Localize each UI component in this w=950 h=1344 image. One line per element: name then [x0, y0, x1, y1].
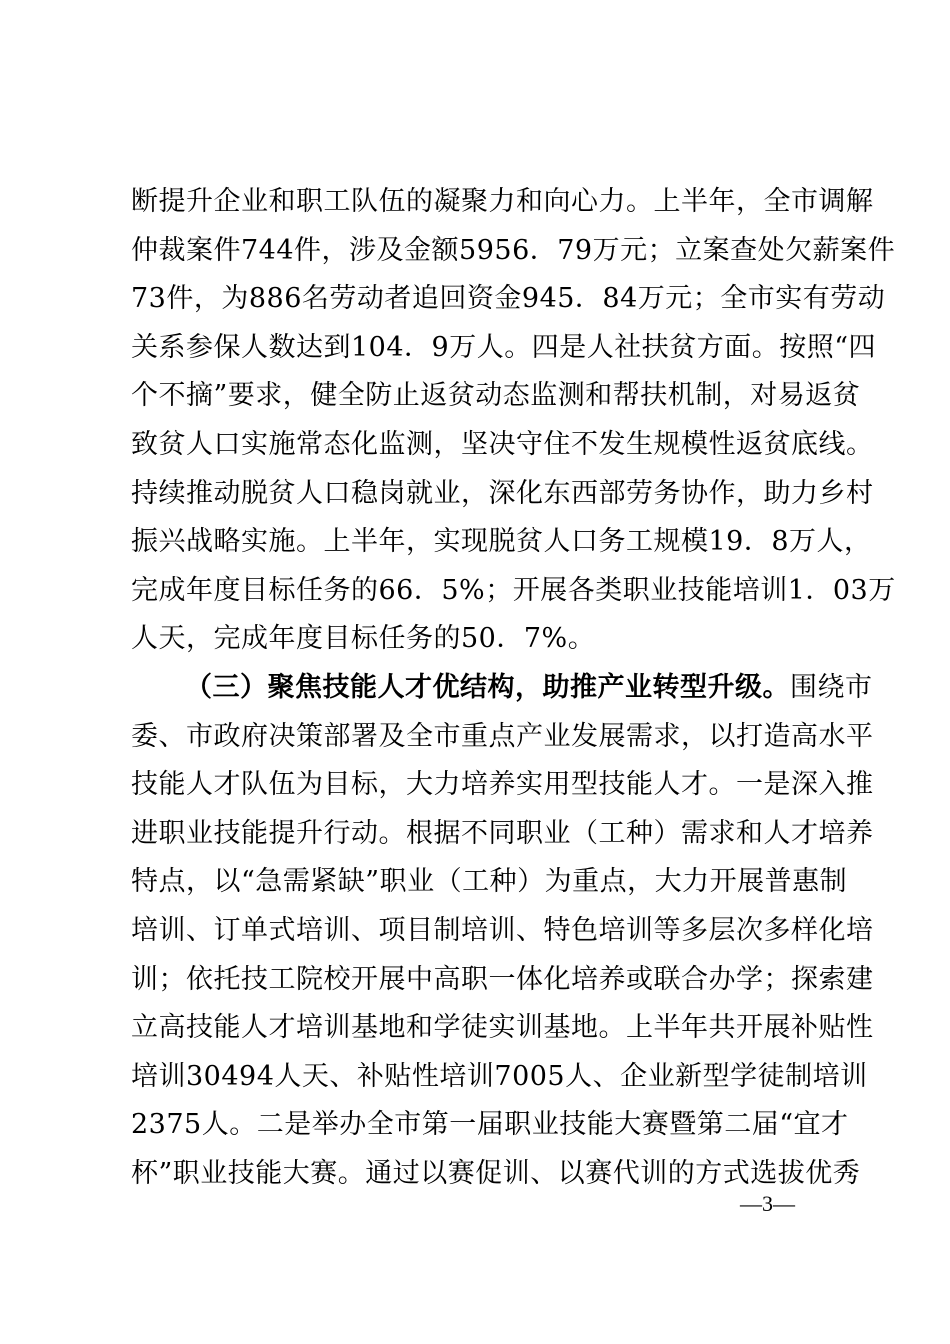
- text-line: 委、市政府决策部署及全市重点产业发展需求，以打造高水平: [131, 720, 874, 752]
- text-line: 仲裁案件744件，涉及金额5956．79万元；立案查处欠薪案件: [131, 234, 896, 266]
- text-line: 训；依托技工院校开展中高职一体化培养或联合办学；探索建: [131, 963, 874, 995]
- text-line: 杯”职业技能大赛。通过以赛促训、以赛代训的方式选拔优秀: [131, 1157, 861, 1189]
- section-heading-line: [131, 664, 873, 713]
- body-text: [131, 178, 896, 1198]
- text-line: 2375人。二是举办全市第一届职业技能大赛暨第二届“宜才: [131, 1109, 849, 1141]
- text-line: 培训30494人天、补贴性培训7005人、企业新型学徒制培训: [131, 1060, 868, 1092]
- section-heading-tail: 围绕市: [790, 671, 873, 703]
- section-heading: （三）聚焦技能人才优结构，助推产业转型升级。: [185, 671, 790, 703]
- text-line: 致贫人口实施常态化监测，坚决守住不发生规模性返贫底线。: [131, 428, 874, 460]
- text-line: 关系参保人数达到104．9万人。四是人社扶贫方面。按照“四: [131, 331, 877, 363]
- text-line: 人天，完成年度目标任务的50．7%。: [131, 623, 596, 655]
- text-line: 断提升企业和职工队伍的凝聚力和向心力。上半年，全市调解: [131, 186, 874, 217]
- text-line: 培训、订单式培训、项目制培训、特色培训等多层次多样化培: [131, 914, 874, 946]
- page-number: —3—: [740, 1191, 795, 1216]
- text-line: 振兴战略实施。上半年，实现脱贫人口务工规模19．8万人，: [131, 526, 872, 558]
- text-line: 完成年度目标任务的66．5%；开展各类职业技能培训1．03万: [131, 574, 896, 606]
- text-line: 立高技能人才培训基地和学徒实训基地。上半年共开展补贴性: [131, 1012, 874, 1044]
- text-line: 持续推动脱贫人口稳岗就业，深化东西部劳务协作，助力乡村: [131, 477, 874, 509]
- text-line: 73件，为886名劳动者追回资金945．84万元；全市实有劳动: [131, 283, 886, 315]
- text-line: 进职业技能提升行动。根据不同职业（工种）需求和人才培养: [131, 817, 874, 849]
- text-line: 技能人才队伍为目标，大力培养实用型技能人才。一是深入推: [131, 769, 874, 801]
- text-line: 特点，以“急需紧缺”职业（工种）为重点，大力开展普惠制: [131, 866, 848, 898]
- text-line: 个不摘”要求，健全防止返贫动态监测和帮扶机制，对易返贫: [131, 380, 861, 412]
